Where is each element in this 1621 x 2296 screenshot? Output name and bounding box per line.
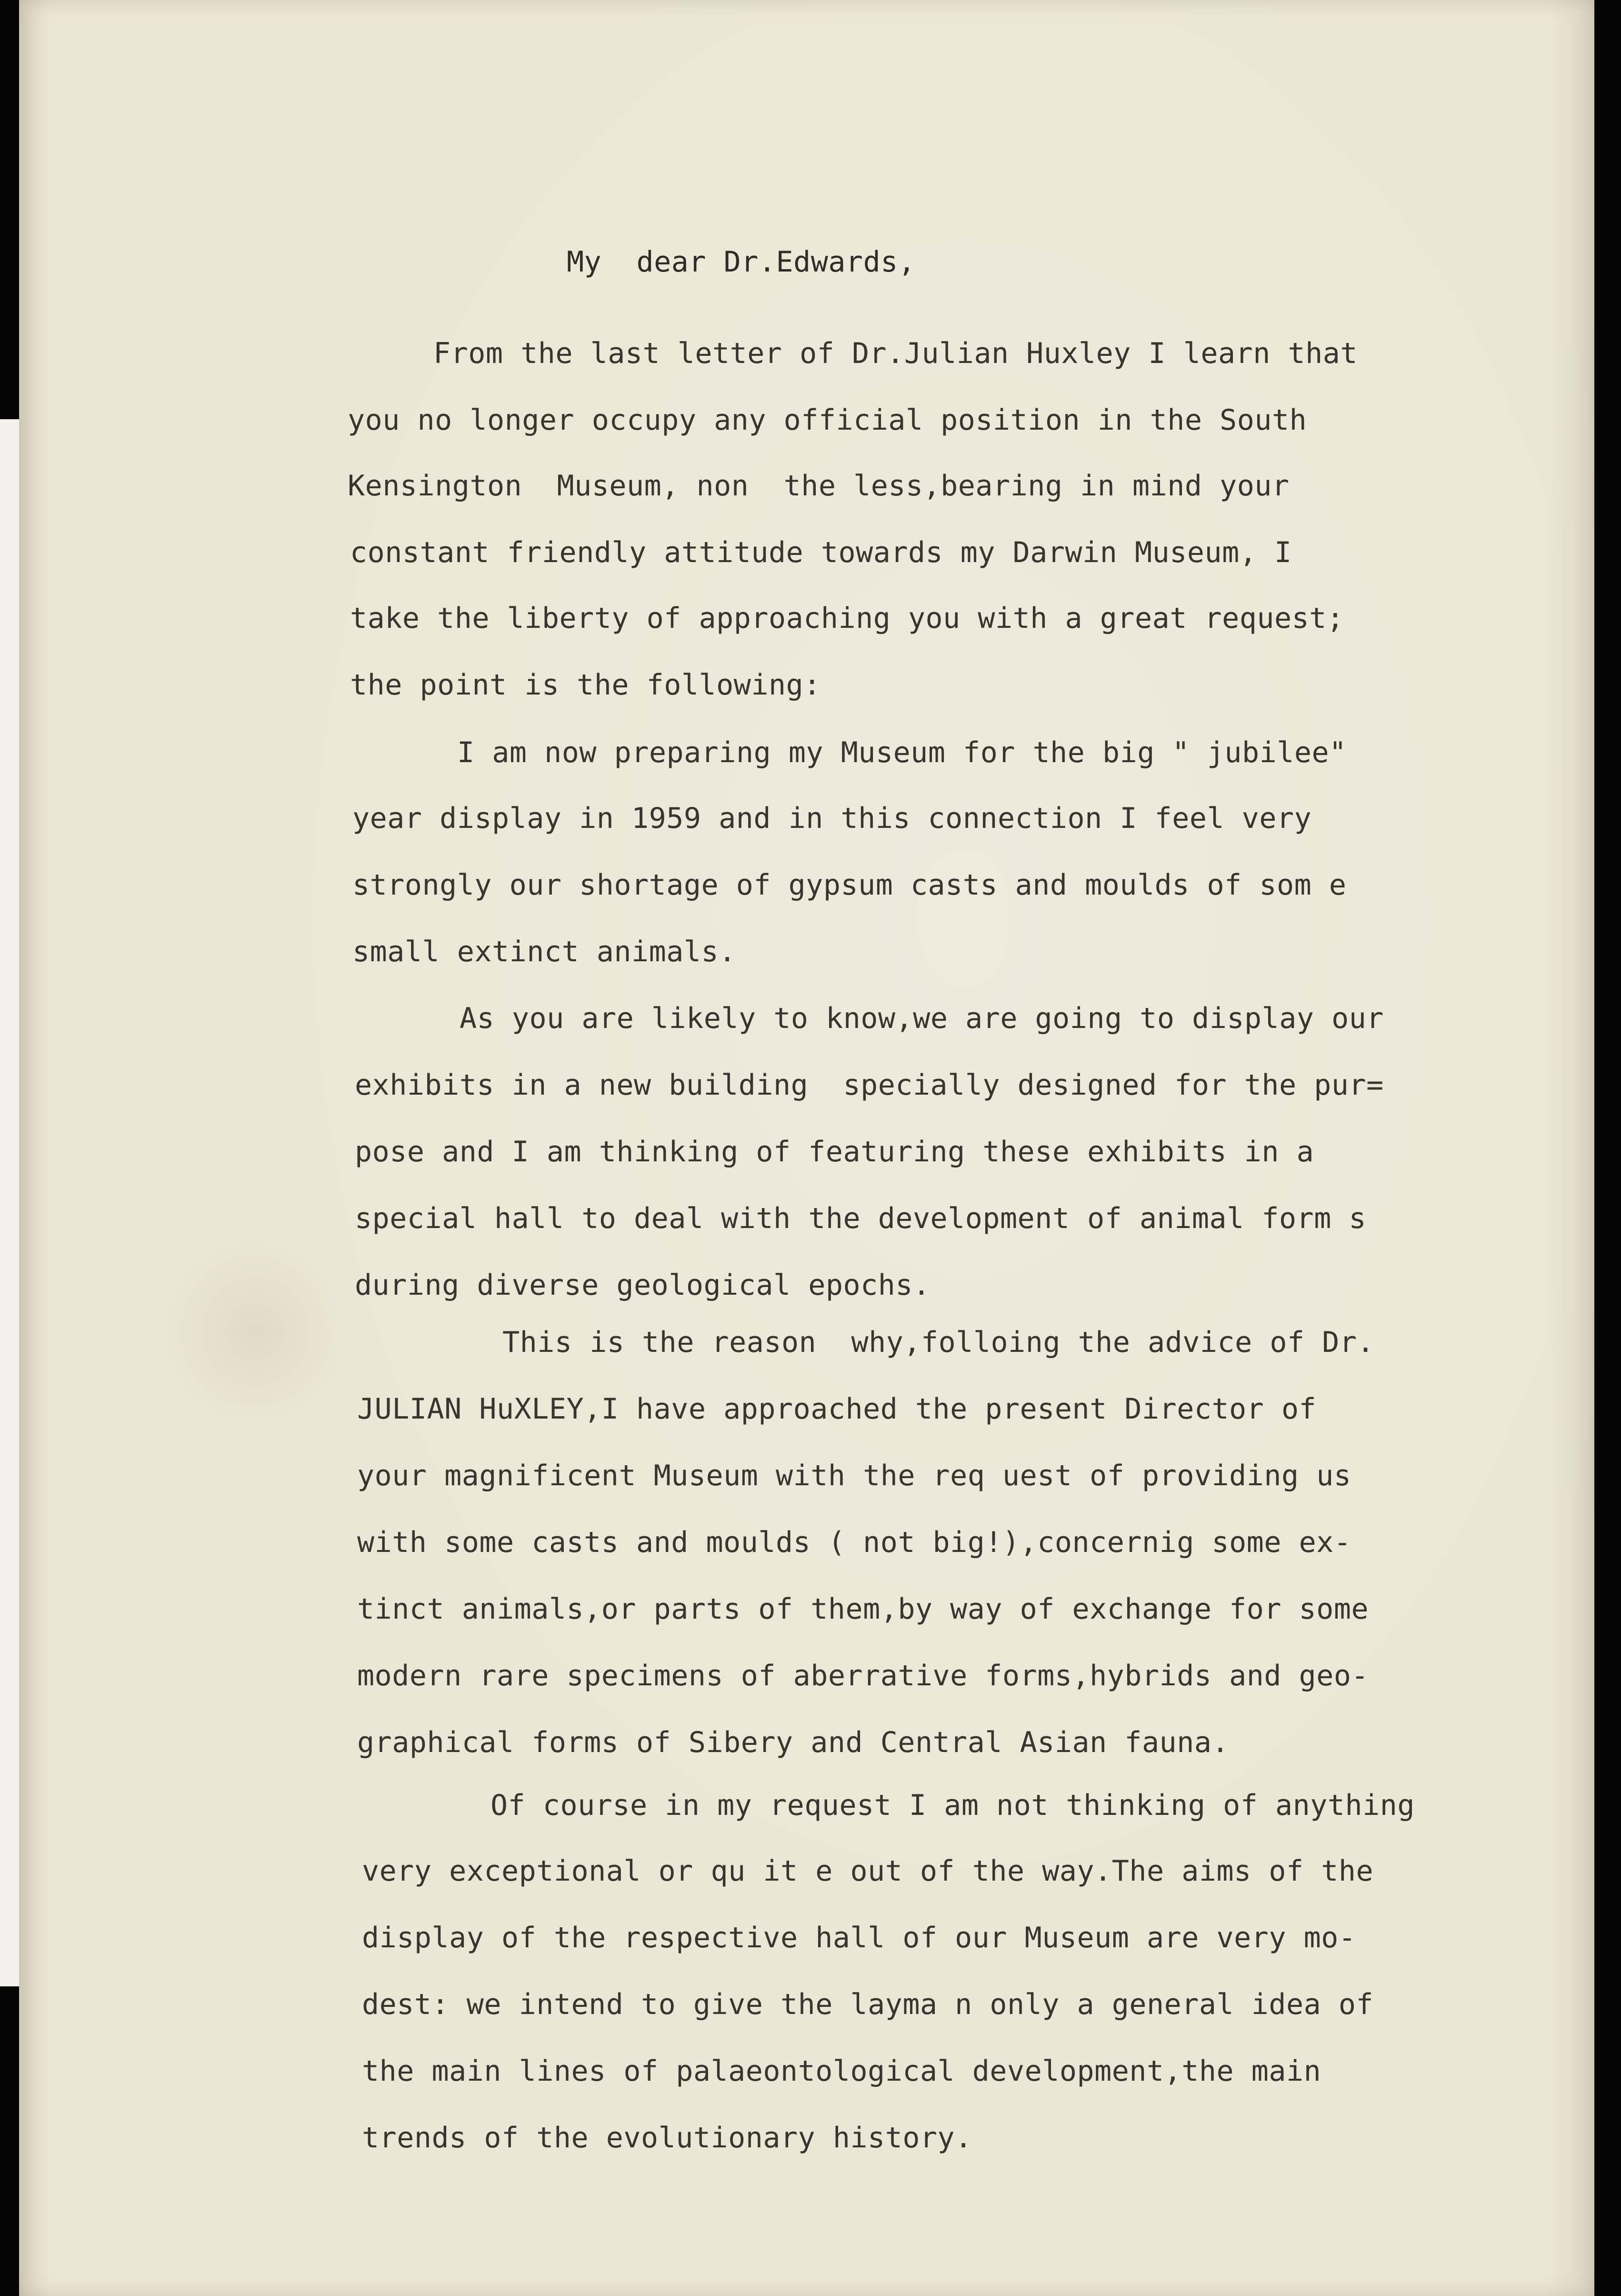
letter-line: Of course in my request I am not thinking of anything <box>490 1789 1415 1822</box>
letter-line: strongly our shortage of gypsum casts and moulds of som e <box>352 868 1347 902</box>
letter-line: dest: we intend to give the layma n only a general idea of <box>362 1988 1374 2021</box>
letter-line: during diverse geological epochs. <box>355 1269 931 1302</box>
letter-line: you no longer occupy any official position in the South <box>348 403 1307 437</box>
letter-line: constant friendly attitude towards my Darwin Museum, I <box>350 536 1292 569</box>
letter-body <box>19 0 1594 2296</box>
letter-line: very exceptional or qu it e out of the way.The aims of the <box>362 1854 1374 1888</box>
letter-line: tinct animals,or parts of them,by way of exchange for some <box>357 1592 1369 1626</box>
letter-line: take the liberty of approaching you with a great request; <box>350 602 1344 635</box>
letter-line: From the last letter of Dr.Julian Huxley I learn that <box>433 337 1358 370</box>
letter-line: I am now preparing my Museum for the big " jubilee" <box>457 736 1347 769</box>
letter-line: display of the respective hall of our Museum are very mo- <box>362 1921 1356 1954</box>
letter-line: special hall to deal with the development of animal form s <box>355 1202 1367 1235</box>
letter-line: your magnificent Museum with the req uest of providing us <box>357 1459 1351 1492</box>
letter-line: As you are likely to know,we are going to display our <box>460 1002 1384 1035</box>
letter-line: with some casts and moulds ( not big!),concernig some ex- <box>357 1526 1351 1559</box>
letter-line: JULIAN HuXLEY,I have approached the present Director of <box>357 1392 1317 1426</box>
letter-line: the main lines of palaeontological development,the main <box>362 2054 1321 2088</box>
letter-line: This is the reason why,folloing the advice of Dr. <box>502 1326 1375 1359</box>
letter-line: exhibits in a new building specially designed for the pur= <box>355 1068 1384 1102</box>
paper-sheet <box>19 0 1594 2296</box>
background-strip <box>0 419 19 1986</box>
letter-line: year display in 1959 and in this connection I feel very <box>352 802 1312 835</box>
letter-line: small extinct animals. <box>352 935 736 968</box>
letter-line: modern rare specimens of aberrative forms,hybrids and geo- <box>357 1659 1369 1692</box>
letter-line: the point is the following: <box>350 668 821 702</box>
letter-line: trends of the evolutionary history. <box>362 2121 972 2155</box>
letter-line: pose and I am thinking of featuring these exhibits in a <box>355 1135 1314 1168</box>
letter-line: Kensington Museum, non the less,bearing in mind your <box>348 469 1290 503</box>
salutation: My dear Dr.Edwards, <box>567 245 916 279</box>
letter-line: graphical forms of Sibery and Central Asian fauna. <box>357 1726 1230 1759</box>
